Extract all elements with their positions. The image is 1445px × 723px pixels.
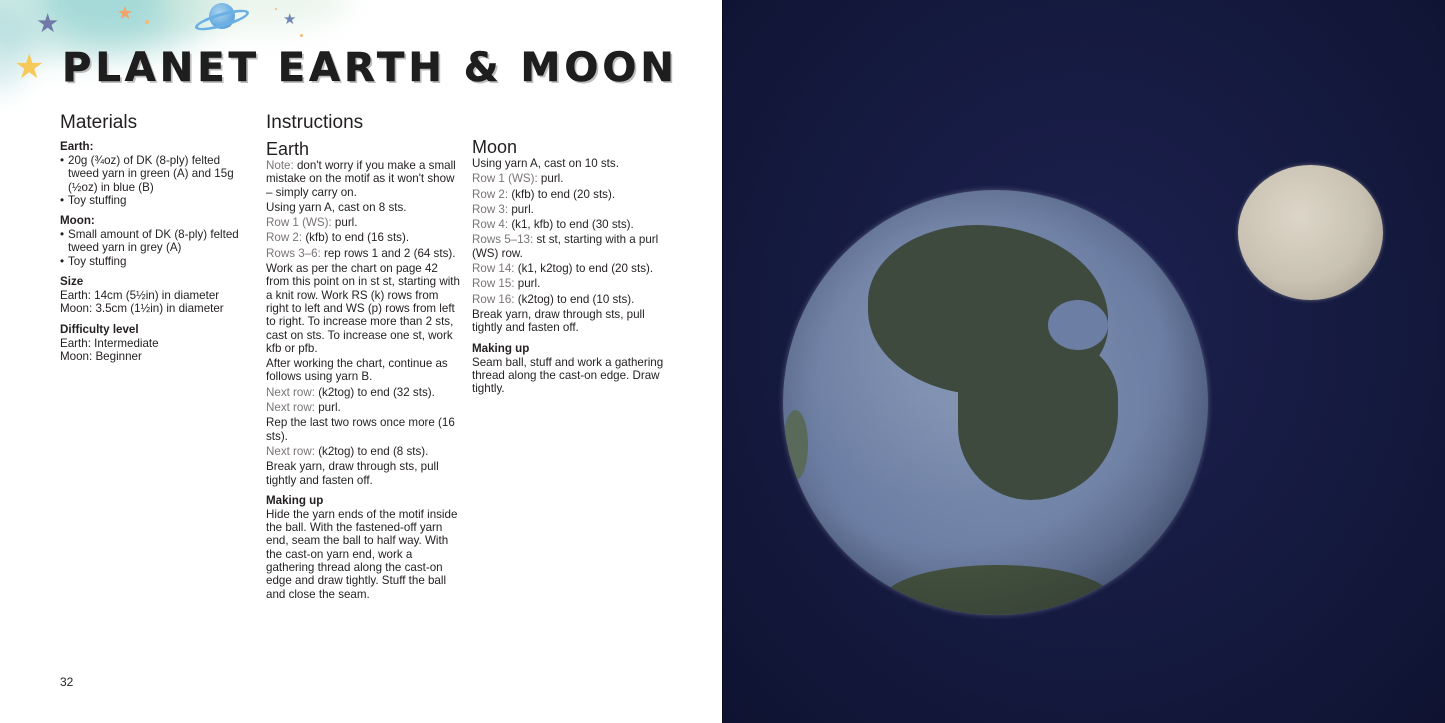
materials-column <box>60 111 250 363</box>
sparkle-dot <box>300 34 303 37</box>
instruction-step: Row 1 (WS): purl. <box>266 216 358 230</box>
instruction-step: Work as per the chart on page 42 from this point on in st st, starting with a knit row. Work RS (k) rows from right to left and WS (p) rows from left to right. To increase more than 2 sts, cast on sts. To increase one st, work kfb or pfb. <box>266 262 460 355</box>
moon-making-up-label: Making up <box>472 341 530 355</box>
size-line: Moon: 3.5cm (1½in) in diameter <box>60 302 224 316</box>
instruction-step: Next row: (k2tog) to end (8 sts). <box>266 444 429 458</box>
moon-materials-label: Moon: <box>60 214 95 228</box>
earth-heading: Earth <box>266 139 310 159</box>
list-item: • 20g (¾oz) of DK (8-ply) felted tweed yarn in green (A) and 15g (½oz) in blue (B) <box>60 154 250 194</box>
instruction-step: After working the chart, continue as follows using yarn B. <box>266 357 448 384</box>
instruction-step: Row 3: purl. <box>472 202 534 216</box>
difficulty-line: Moon: Beginner <box>60 349 142 363</box>
page-number: 32 <box>60 675 74 689</box>
instruction-step: Row 2: (kfb) to end (16 sts). <box>266 231 410 245</box>
moon-steps <box>472 157 672 335</box>
instruction-step: Next row: (k2tog) to end (32 sts). <box>266 385 435 399</box>
earth-materials-label: Earth: <box>60 140 94 153</box>
instruction-step: Break yarn, draw through sts, pull tightly and fasten off. <box>472 307 645 335</box>
instruction-step: Rows 3–6: rep rows 1 and 2 (64 sts). <box>266 246 456 260</box>
instruction-step: Break yarn, draw through sts, pull tightly and fasten off. <box>266 460 439 487</box>
size-label: Size <box>60 275 84 289</box>
instruction-step: Row 2: (kfb) to end (20 sts). <box>472 187 616 201</box>
earth-materials-list <box>60 154 250 207</box>
size-line: Earth: 14cm (5½in) in diameter <box>60 289 220 303</box>
difficulty-line: Earth: Intermediate <box>60 336 159 350</box>
star-icon: ★ <box>36 8 60 38</box>
page-title: PLANET EARTH & MOON <box>62 45 678 91</box>
sparkle-dot <box>145 20 149 24</box>
instruction-step: Row 14: (k1, k2tog) to end (20 sts). <box>472 262 654 276</box>
instruction-step: Rep the last two rows once more (16 sts). <box>266 416 455 443</box>
left-page <box>0 0 722 723</box>
instructions-column <box>266 111 461 601</box>
instruction-step: Row 1 (WS): purl. <box>472 172 564 186</box>
list-item: • Toy stuffing <box>60 194 250 207</box>
materials-heading: Materials <box>60 112 138 133</box>
earth-steps <box>266 159 461 487</box>
instruction-step: Using yarn A, cast on 8 sts. <box>266 200 407 214</box>
difficulty-label: Difficulty level <box>60 322 139 336</box>
instruction-step: Row 16: (k2tog) to end (10 sts). <box>472 292 635 306</box>
moon-heading: Moon <box>472 137 518 157</box>
photo-page <box>722 0 1445 723</box>
star-icon: ★ <box>14 48 45 86</box>
star-icon: ★ <box>283 11 297 28</box>
moon-materials-list <box>60 228 250 268</box>
knitted-earth-image <box>783 190 1208 615</box>
sparkle-dot <box>275 8 277 10</box>
moon-instructions-column <box>472 137 672 395</box>
list-item: • Toy stuffing <box>60 255 250 268</box>
instruction-step: Row 4: (k1, kfb) to end (30 sts). <box>472 218 634 232</box>
instruction-step: Rows 5–13: st st, starting with a purl (WS) row. <box>472 233 659 260</box>
instruction-step: Row 15: purl. <box>472 277 541 291</box>
moon-making-up-text: Seam ball, stuff and work a gathering thread along the cast-on edge. Draw tightly. <box>472 355 664 396</box>
list-item: • Small amount of DK (8-ply) felted tweed yarn in grey (A) <box>60 228 250 255</box>
instructions-heading: Instructions <box>266 112 364 133</box>
instruction-step: Using yarn A, cast on 10 sts. <box>472 157 619 170</box>
saturn-icon <box>194 3 250 33</box>
earth-making-up-label: Making up <box>266 493 324 507</box>
knitted-moon-image <box>1238 165 1383 300</box>
star-icon: ★ <box>117 3 134 23</box>
instruction-step: Note: don't worry if you make a small mistake on the motif as it won't show – simply carry on. <box>266 159 456 199</box>
earth-making-up-text: Hide the yarn ends of the motif inside the ball. With the fastened-off yarn end, seam the ball to half way. With the cast-on yarn end, work a gathering thread along the cast-on edge and draw tightly. Stuff the ball and close the seam. <box>266 507 458 601</box>
instruction-step: Next row: purl. <box>266 401 341 415</box>
